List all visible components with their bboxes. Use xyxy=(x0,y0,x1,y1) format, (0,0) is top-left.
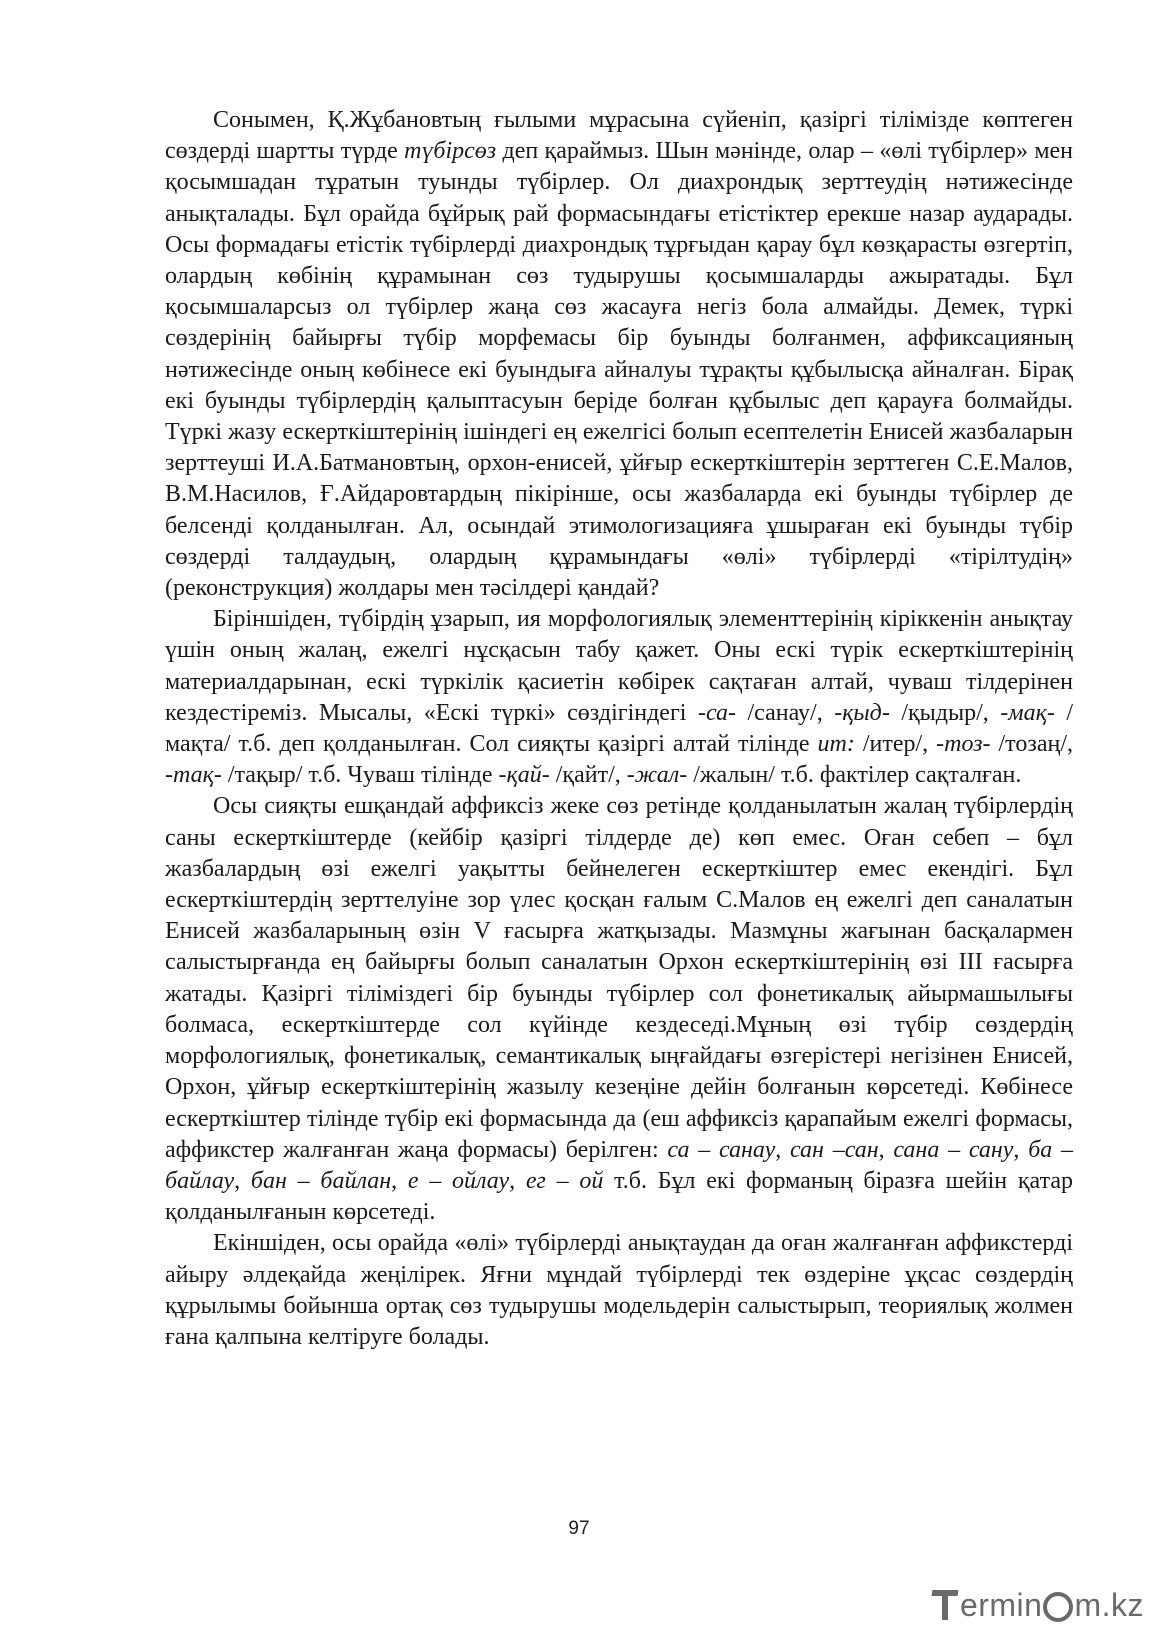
paragraph: Сонымен, Қ.Жұбановтың ғылыми мұрасына сүйеніп, қазіргі тілімізде көптеген сөздерді шартты түрде түбірсөз деп қараймыз. Шын мәнінде, олар – «өлі түбірлер» мен қосымшадан тұратын туынды түбірлер. Ол диахрондық зерттеудің нәтижесінде анықталады. Бұл орайда бұйрық рай формасындағы етістіктер ерекше назар аударады. Осы формадағы етістік түбірлерді диахрондық тұрғыдан қарау бұл көзқарасты өзгертіп, олардың көбінің құрамынан сөз тудырушы қосымшаларды ажыратады. Бұл қосымшаларсыз ол түбірлер жаңа сөз жасауға негіз бола алмайды. Демек, түркі сөздерінің байырғы түбір морфемасы бір буынды болғанмен, аффиксацияның нәтижесінде оның көбінесе екі буындыға айналуы тұрақты құбылысқа айналған. Бірақ екі буынды түбірлердің қалыптасуын беріде болған құбылыс деп қарауға болмайды. Түркі жазу ескерткіштерінің ішіндегі ең ежелгісі болып есептелетін Енисей жазбаларын зерттеуші И.А.Батмановтың, орхон-енисей, ұйғыр ескерткіштерін зерттеген С.Е.Малов, В.М.Насилов, Ғ.Айдаровтардың пікірінше, осы жазбаларда екі буынды түбірлер де белсенді қолданылған. Ал, осындай этимологизацияға ұшыраған екі буынды түбір сөздерді талдаудың, олардың құрамындағы «өлі» түбірлерді «тірілтудің» (реконструкция) жолдары мен тәсілдері қандай? xyxy=(165,107,1074,602)
paragraph: Осы сияқты ешқандай аффиксіз жеке сөз ретінде қолданылатын жалаң түбірлердің саны ескерткіштерде (кейбір қазіргі тілдерде де) көп емес. Оған себеп – бұл жазбалардың өзі ежелгі уақытты бейнелеген ескерткіштер емес екендігі. Бұл ескерткіштердің зерттелуіне зор үлес қосқан ғалым С.Малов ең ежелгі деп саналатын Енисей жазбаларының өзін V ғасырға жатқызады. Мазмұны жағынан басқалармен салыстырғанда ең байырғы болып саналатын Орхон ескерткіштерінің өзі ІІІ ғасырға жатады. Қазіргі тіліміздегі бір буынды түбірлер сол фонетикалық айырмашылығы болмаса, ескерткіштерде сол күйінде кездеседі.Мұның өзі түбір сөздердің морфологиялық, фонетикалық, семантикалық ыңғайдағы өзгерістері негізінен Енисей, Орхон, ұйғыр ескерткіштерінің жазылу кезеңіне дейін болғанын көрсетеді. Көбінесе ескерткіштер тілінде түбір екі формасында да (еш аффиксіз қарапайым ежелгі формасы, аффикстер жалғанған жаңа формасы) берілген: са – санау, сан –сан, сана – сану, ба – байлау, бан – байлан, е – ойлау, ег – ой т.б. Бұл екі форманың біразға шейін қатар қолданылғанын көрсетеді. xyxy=(165,793,1074,1226)
termincom-watermark-logo xyxy=(932,1583,1144,1627)
watermark-text-end: m.kz xyxy=(1074,1586,1144,1623)
document-body xyxy=(165,105,1073,1353)
watermark-text-start: ermin xyxy=(959,1586,1043,1623)
page-number: 97 xyxy=(568,1518,590,1539)
circle-o-icon xyxy=(1043,1592,1073,1622)
paragraph: Біріншіден, түбірдің ұзарып, ия морфологиялық элементтерінің кіріккенін анықтау үшін оның жалаң, ежелгі нұсқасын табу қажет. Оны ескі түрік ескерткіштерінің материалдарынан, ескі түркілік қасиетін көбірек сақтаған алтай, чуваш тілдерінен кездестіреміз. Мысалы, «Ескі түркі» сөздігіндегі -са- /санау/, -қыд- /қыдыр/, -мақ- /мақта/ т.б. деп қолданылған. Сол сияқты қазіргі алтай тілінде ит: /итер/, -тоз- /тозаң/, -тақ- /тақыр/ т.б. Чуваш тілінде -қай- /қайт/, -жал- /жалын/ т.б. фактілер сақталған. xyxy=(165,606,1073,789)
paragraph: Екіншіден, осы орайда «өлі» түбірлерді анықтаудан да оған жалғанған аффикстерді айыру әлдеқайда жеңілірек. Яғни мұндай түбірлерді тек өздеріне ұқсас сөздердің құрылымы бойынша ортақ сөз тудырушы модельдерін салыстырып, теориялық жолмен ғана қалпына келтіруге болады. xyxy=(165,1230,1073,1350)
t-letter-icon xyxy=(932,1588,958,1622)
